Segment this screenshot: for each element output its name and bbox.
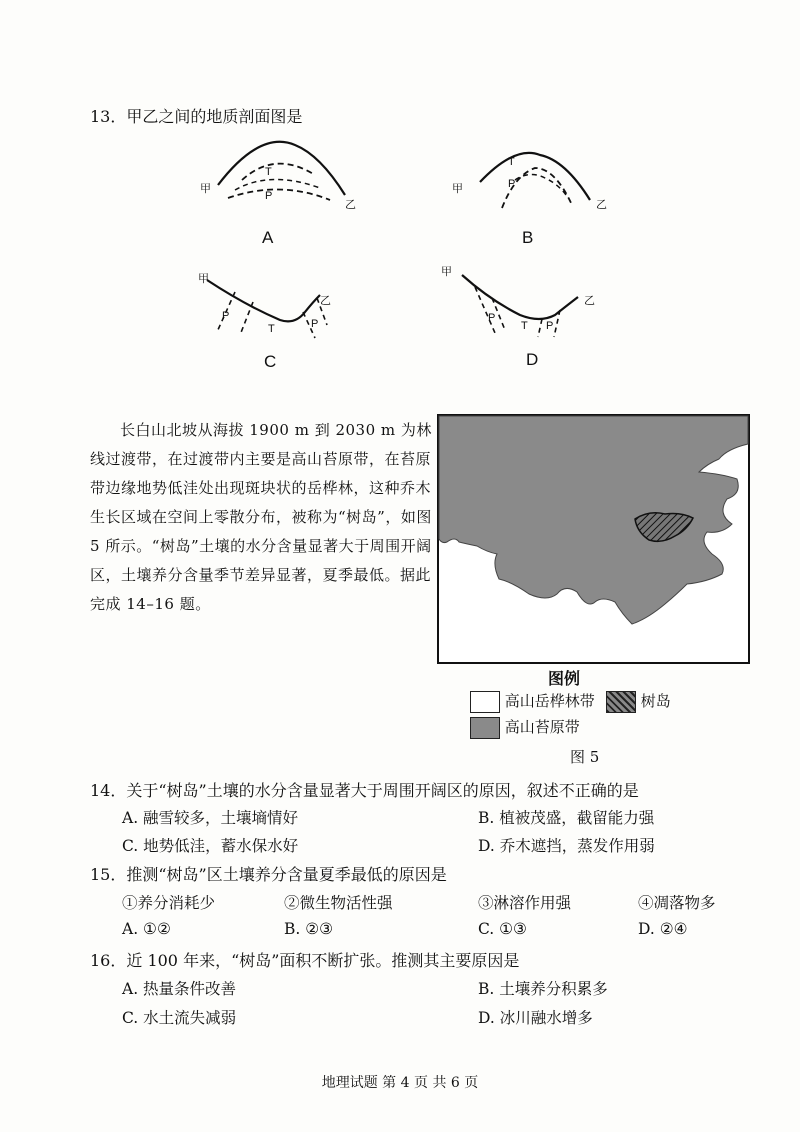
- profile-diagram-a: [190, 140, 370, 220]
- q15-option-a[interactable]: A. ①②: [122, 920, 171, 938]
- q15-option-c[interactable]: C. ①③: [478, 920, 527, 938]
- profile-c-layer-t: T: [268, 323, 275, 335]
- profile-c-layer-p-right: P: [311, 318, 319, 330]
- profile-d-layer-p-left: P: [488, 312, 496, 324]
- profile-b-layer-p: P: [508, 178, 516, 190]
- q16-option-d[interactable]: D. 冰川融水增多: [478, 1009, 593, 1027]
- panel-label-d: D: [526, 350, 539, 369]
- profile-b-end-left: 甲: [452, 183, 463, 195]
- q15-statement-1: ①养分消耗少: [122, 894, 216, 912]
- legend-item-tree-island: [606, 690, 671, 713]
- q16-option-a[interactable]: A. 热量条件改善: [122, 980, 237, 998]
- q14-option-d[interactable]: D. 乔木遮挡，蒸发作用弱: [478, 837, 655, 855]
- profile-a-end-left: 甲: [200, 183, 211, 195]
- legend-item-tundra: [470, 716, 580, 739]
- profile-d-layer-t: T: [521, 320, 528, 332]
- passage-text: 长白山北坡从海拔 1900 m 到 2030 m 为林线过渡带，在过渡带内主要是高山苔原带，在苔原带边缘地势低洼处出现斑块状的岳桦林，这种乔木生长区域在空间上零散分布，被称为“树岛”，如图 5 所示。“树岛”土壤的水分含量显著大于周围开阔区，土壤养分含量季节差异显著，夏季最低。据此完成 14–16 题。: [90, 421, 432, 613]
- profile-c-layer-p-left: P: [222, 310, 230, 322]
- panel-label-c: C: [264, 352, 277, 371]
- legend-label-tree-island: 树岛: [640, 692, 671, 710]
- q14-option-a[interactable]: A. 融雪较多，土壤墒情好: [122, 809, 299, 827]
- figure5-caption: 图 5: [570, 748, 600, 766]
- q16-option-c[interactable]: C. 水土流失减弱: [122, 1009, 237, 1027]
- legend-title: 图例: [548, 669, 581, 688]
- legend-label-birch-forest: 高山岳桦林带: [504, 692, 595, 710]
- reading-passage: [90, 416, 435, 619]
- legend-swatch-white: [470, 691, 500, 713]
- profile-c-end-left: 甲: [198, 273, 209, 285]
- profile-a-layer-p: P: [265, 190, 273, 202]
- profile-a-layer-t: T: [265, 166, 272, 178]
- profile-b-end-right: 乙: [596, 199, 607, 211]
- profile-a-end-right: 乙: [345, 199, 356, 211]
- profile-d-layer-p-right: P: [546, 320, 554, 332]
- profile-d-end-right: 乙: [584, 295, 595, 307]
- q14-option-c[interactable]: C. 地势低洼，蓄水保水好: [122, 837, 299, 855]
- legend-label-tundra: 高山苔原带: [504, 718, 580, 736]
- q16-stem: 16．近 100 年来，“树岛”面积不断扩张。推测其主要原因是: [90, 951, 520, 970]
- profile-c-end-right: 乙: [320, 295, 331, 307]
- profile-diagram-c: [195, 270, 335, 350]
- legend-item-birch-forest: [470, 690, 595, 713]
- profile-d-end-left: 甲: [441, 266, 452, 278]
- q15-option-d[interactable]: D. ②④: [638, 920, 688, 938]
- page-footer: 地理试题 第 4 页 共 6 页: [321, 1075, 479, 1091]
- q14-option-b[interactable]: B. 植被茂盛，截留能力强: [478, 809, 655, 827]
- q14-stem: 14．关于“树岛”土壤的水分含量显著大于周围开阔区的原因，叙述不正确的是: [90, 781, 639, 800]
- q15-statement-4: ④凋落物多: [638, 894, 716, 912]
- legend-swatch-gray: [470, 717, 500, 739]
- legend-swatch-hatched: [606, 691, 636, 713]
- panel-label-b: B: [522, 228, 534, 247]
- q13-stem: 13．甲乙之间的地质剖面图是: [90, 107, 303, 126]
- q15-stem: 15．推测“树岛”区土壤养分含量夏季最低的原因是: [90, 865, 447, 884]
- q15-option-b[interactable]: B. ②③: [284, 920, 334, 938]
- profile-b-layer-t: T: [508, 156, 515, 168]
- profile-diagram-d: [450, 265, 590, 345]
- q15-statement-3: ③淋溶作用强: [478, 894, 572, 912]
- panel-label-a: A: [262, 228, 274, 247]
- q15-statement-2: ②微生物活性强: [284, 894, 393, 912]
- figure5-map: [437, 414, 750, 664]
- q16-option-b[interactable]: B. 土壤养分积累多: [478, 980, 608, 998]
